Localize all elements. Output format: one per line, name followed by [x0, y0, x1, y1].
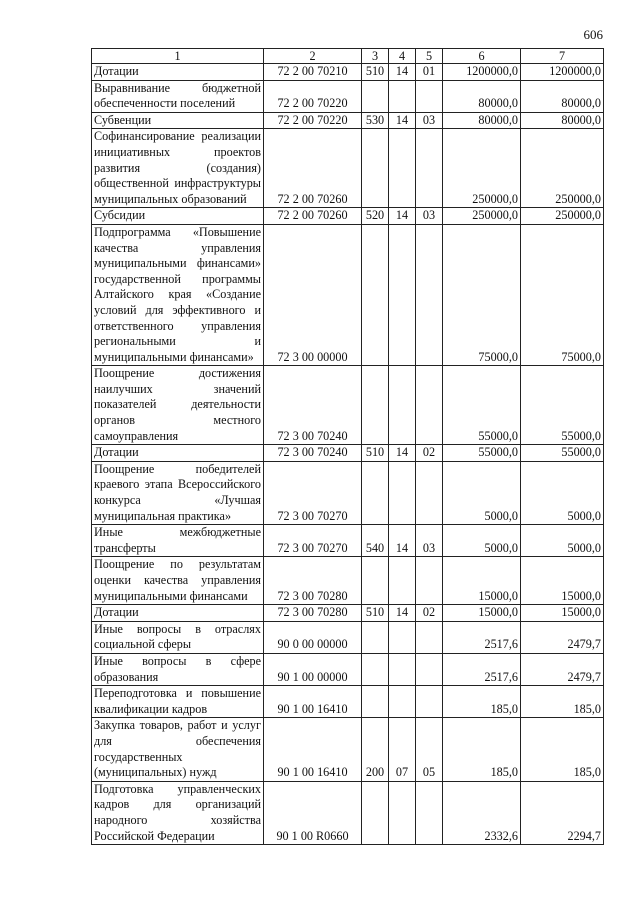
row-subsection: 02: [416, 605, 443, 622]
row-amount-first: 185,0: [443, 686, 521, 718]
row-amount-first: 55000,0: [443, 366, 521, 445]
row-target-code: 90 1 00 R0660: [264, 781, 362, 844]
row-expense-type: [362, 80, 389, 112]
row-expense-type: [362, 366, 389, 445]
row-name: Поощрение достижения наилучших значений показателей деятельности органов местного самоуправления: [92, 366, 264, 445]
row-target-code: 90 1 00 16410: [264, 718, 362, 781]
row-expense-type: 510: [362, 605, 389, 622]
row-amount-second: 250000,0: [521, 129, 604, 208]
row-target-code: 72 2 00 70260: [264, 129, 362, 208]
row-name: Закупка товаров, работ и услуг для обеспечения государственных (муниципальных) нужд: [92, 718, 264, 781]
row-name: Иные вопросы в отраслях социальной сферы: [92, 621, 264, 653]
row-section: 14: [389, 605, 416, 622]
row-subsection: [416, 80, 443, 112]
row-section: 14: [389, 64, 416, 81]
row-target-code: 72 3 00 70270: [264, 525, 362, 557]
row-target-code: 72 2 00 70220: [264, 112, 362, 129]
column-header: 5: [416, 49, 443, 64]
table-row: [92, 366, 604, 445]
table-row: [92, 525, 604, 557]
column-header: 7: [521, 49, 604, 64]
row-amount-second: 2479,7: [521, 621, 604, 653]
row-section: 14: [389, 112, 416, 129]
row-subsection: [416, 366, 443, 445]
column-header: 3: [362, 49, 389, 64]
row-expense-type: 510: [362, 64, 389, 81]
row-target-code: 72 2 00 70210: [264, 64, 362, 81]
budget-table-body: [92, 49, 604, 845]
row-amount-second: 2294,7: [521, 781, 604, 844]
row-section: [389, 461, 416, 524]
row-amount-second: 5000,0: [521, 525, 604, 557]
row-section: [389, 653, 416, 685]
row-target-code: 72 3 00 00000: [264, 224, 362, 365]
row-name: Переподготовка и повышение квалификации кадров: [92, 686, 264, 718]
row-amount-second: 15000,0: [521, 605, 604, 622]
row-name: Подготовка управленческих кадров для организаций народного хозяйства Российской Федерации: [92, 781, 264, 844]
row-amount-first: 250000,0: [443, 208, 521, 225]
table-row: [92, 64, 604, 81]
row-section: [389, 224, 416, 365]
row-subsection: [416, 653, 443, 685]
row-target-code: 72 2 00 70220: [264, 80, 362, 112]
row-name: Выравнивание бюджетной обеспеченности поселений: [92, 80, 264, 112]
row-subsection: 03: [416, 112, 443, 129]
row-section: [389, 621, 416, 653]
row-subsection: [416, 621, 443, 653]
row-amount-first: 1200000,0: [443, 64, 521, 81]
row-expense-type: [362, 686, 389, 718]
row-section: [389, 366, 416, 445]
row-expense-type: 200: [362, 718, 389, 781]
row-subsection: 01: [416, 64, 443, 81]
row-amount-first: 2517,6: [443, 621, 521, 653]
row-expense-type: [362, 129, 389, 208]
row-name: Дотации: [92, 605, 264, 622]
row-amount-first: 55000,0: [443, 445, 521, 462]
row-amount-second: 185,0: [521, 686, 604, 718]
row-amount-first: 5000,0: [443, 461, 521, 524]
row-amount-first: 185,0: [443, 718, 521, 781]
row-name: Иные вопросы в сфере образования: [92, 653, 264, 685]
row-subsection: 03: [416, 208, 443, 225]
row-amount-second: 55000,0: [521, 366, 604, 445]
column-header: 6: [443, 49, 521, 64]
table-row: [92, 461, 604, 524]
row-amount-first: 80000,0: [443, 80, 521, 112]
table-row: [92, 208, 604, 225]
row-section: [389, 557, 416, 605]
table-row: [92, 224, 604, 365]
row-target-code: 72 3 00 70240: [264, 445, 362, 462]
row-section: 07: [389, 718, 416, 781]
row-amount-first: 2517,6: [443, 653, 521, 685]
row-section: [389, 781, 416, 844]
row-subsection: 02: [416, 445, 443, 462]
column-header: 2: [264, 49, 362, 64]
row-target-code: 72 3 00 70270: [264, 461, 362, 524]
row-target-code: 72 3 00 70240: [264, 366, 362, 445]
row-target-code: 90 1 00 00000: [264, 653, 362, 685]
row-expense-type: [362, 557, 389, 605]
row-target-code: 90 1 00 16410: [264, 686, 362, 718]
row-expense-type: [362, 781, 389, 844]
row-name: Дотации: [92, 64, 264, 81]
row-name: Поощрение победителей краевого этапа Всероссийского конкурса «Лучшая муниципальная практика»: [92, 461, 264, 524]
row-subsection: [416, 781, 443, 844]
column-header-row: [92, 49, 604, 64]
row-amount-second: 250000,0: [521, 208, 604, 225]
row-amount-first: 5000,0: [443, 525, 521, 557]
row-amount-second: 1200000,0: [521, 64, 604, 81]
row-section: [389, 686, 416, 718]
column-header: 1: [92, 49, 264, 64]
table-row: [92, 129, 604, 208]
table-row: [92, 445, 604, 462]
row-subsection: [416, 557, 443, 605]
row-section: [389, 129, 416, 208]
row-expense-type: [362, 461, 389, 524]
row-expense-type: [362, 653, 389, 685]
table-row: [92, 112, 604, 129]
table-row: [92, 781, 604, 844]
row-subsection: 03: [416, 525, 443, 557]
row-section: 14: [389, 208, 416, 225]
row-amount-second: 185,0: [521, 718, 604, 781]
row-amount-second: 55000,0: [521, 445, 604, 462]
row-amount-second: 2479,7: [521, 653, 604, 685]
row-subsection: [416, 461, 443, 524]
row-target-code: 90 0 00 00000: [264, 621, 362, 653]
row-section: [389, 80, 416, 112]
page-number: 606: [583, 27, 603, 42]
table-row: [92, 621, 604, 653]
row-subsection: 05: [416, 718, 443, 781]
budget-table: [91, 48, 604, 845]
row-expense-type: 530: [362, 112, 389, 129]
table-row: [92, 653, 604, 685]
row-amount-first: 15000,0: [443, 557, 521, 605]
row-subsection: [416, 686, 443, 718]
row-amount-second: 80000,0: [521, 112, 604, 129]
row-amount-first: 75000,0: [443, 224, 521, 365]
row-name: Софинансирование реализации инициативных проектов развития (создания) общественной инфраструктуры муниципальных образований: [92, 129, 264, 208]
row-subsection: [416, 224, 443, 365]
row-amount-second: 80000,0: [521, 80, 604, 112]
row-amount-first: 80000,0: [443, 112, 521, 129]
row-amount-second: 5000,0: [521, 461, 604, 524]
row-name: Субвенции: [92, 112, 264, 129]
row-target-code: 72 3 00 70280: [264, 605, 362, 622]
row-subsection: [416, 129, 443, 208]
row-name: Субсидии: [92, 208, 264, 225]
column-header: 4: [389, 49, 416, 64]
row-amount-second: 15000,0: [521, 557, 604, 605]
row-name: Дотации: [92, 445, 264, 462]
row-section: 14: [389, 445, 416, 462]
row-amount-second: 75000,0: [521, 224, 604, 365]
row-expense-type: [362, 224, 389, 365]
table-row: [92, 557, 604, 605]
row-name: Подпрограмма «Повышение качества управления муниципальными финансами» государственной программы Алтайского края «Создание условий для эффективного и ответственного управления региональными и муниципальными финансами»: [92, 224, 264, 365]
row-target-code: 72 3 00 70280: [264, 557, 362, 605]
row-section: 14: [389, 525, 416, 557]
row-amount-first: 2332,6: [443, 781, 521, 844]
row-amount-first: 15000,0: [443, 605, 521, 622]
row-name: Иные межбюджетные трансферты: [92, 525, 264, 557]
row-amount-first: 250000,0: [443, 129, 521, 208]
table-row: [92, 605, 604, 622]
table-row: [92, 686, 604, 718]
row-expense-type: 510: [362, 445, 389, 462]
row-name: Поощрение по результатам оценки качества управления муниципальными финансами: [92, 557, 264, 605]
row-expense-type: [362, 621, 389, 653]
row-expense-type: 540: [362, 525, 389, 557]
table-row: [92, 80, 604, 112]
row-expense-type: 520: [362, 208, 389, 225]
table-row: [92, 718, 604, 781]
row-target-code: 72 2 00 70260: [264, 208, 362, 225]
